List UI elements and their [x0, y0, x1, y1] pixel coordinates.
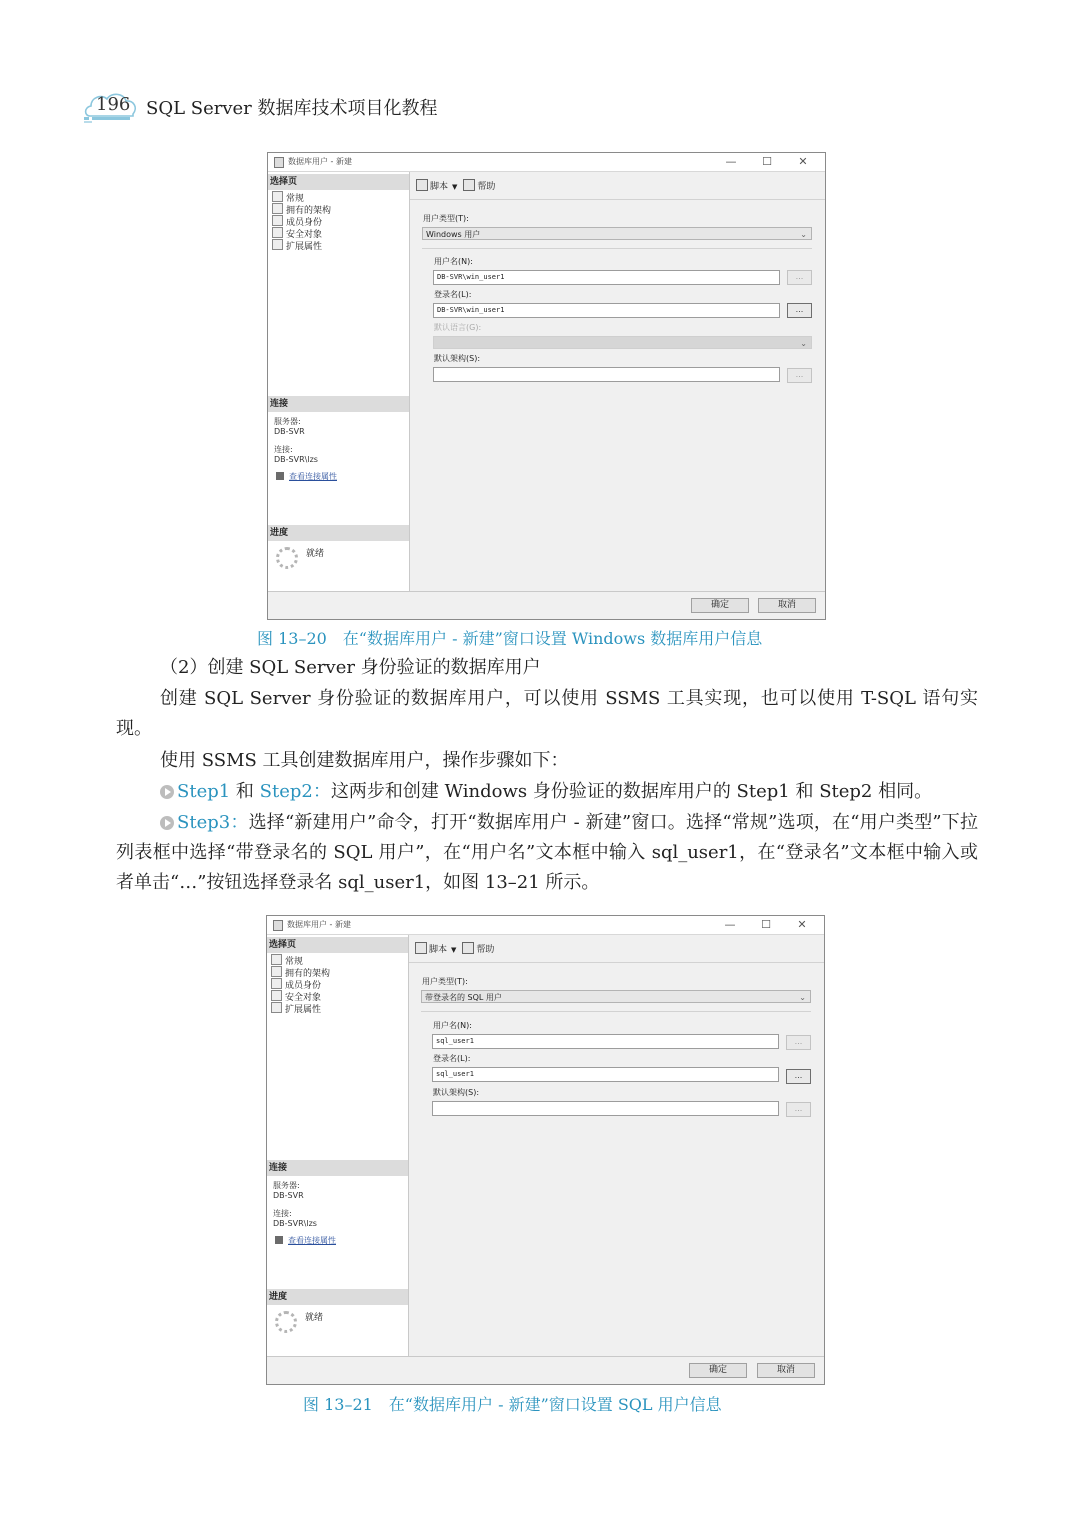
progress-header: 进度: [267, 1289, 408, 1305]
connection-header: 连接: [268, 396, 409, 412]
paragraph: 使用 SSMS 工具创建数据库用户，操作步骤如下：: [160, 750, 569, 771]
select-page-header: 选择页: [267, 937, 408, 953]
connection-value: DB-SVR\lzs: [274, 455, 318, 464]
properties-icon: [276, 472, 284, 480]
nav-item-label: 扩展属性: [286, 242, 323, 252]
nav-item-label: 成员身份: [285, 981, 322, 991]
minimize-button[interactable]: —: [725, 155, 737, 168]
page-icon: [272, 191, 283, 202]
help-icon: [463, 179, 475, 191]
login-label: 登录名(L):: [433, 1054, 471, 1063]
script-button[interactable]: [415, 945, 447, 955]
close-button[interactable]: ✕: [797, 918, 807, 931]
nav-item-label: 拥有的架构: [286, 206, 332, 216]
page-number: 196: [96, 94, 131, 115]
username-label: 用户名(N):: [434, 257, 473, 266]
maximize-button[interactable]: ☐: [761, 918, 771, 931]
dialog-footer: [267, 1356, 824, 1384]
default-schema-browse-button[interactable]: ...: [787, 368, 812, 383]
user-type-select[interactable]: [421, 990, 811, 1003]
view-connection-properties-link[interactable]: [275, 1235, 336, 1246]
paragraph: 创建 SQL Server 身份验证的数据库用户，可以使用 SSMS 工具实现，也可以使用 T-SQL 语句实现。: [116, 688, 978, 739]
chevron-down-icon: ⌄: [800, 339, 807, 348]
connection-header: 连接: [267, 1160, 408, 1176]
chevron-down-icon: ⌄: [800, 230, 807, 239]
user-type-value: Windows 用户: [426, 230, 481, 239]
page-icon: [272, 239, 283, 250]
select-page-header: 选择页: [268, 174, 409, 190]
progress-header: 进度: [268, 525, 409, 541]
minimize-button[interactable]: —: [724, 918, 736, 931]
help-icon: [462, 942, 474, 954]
step12-text: 这两步和创建 Windows 身份验证的数据库用户的 Step1 和 Step2 相同。: [330, 781, 933, 802]
toolbar: [415, 942, 494, 955]
chevron-down-icon[interactable]: ▼: [452, 183, 458, 191]
nav-item-label: 安全对象: [286, 230, 323, 240]
nav-item-extended-properties[interactable]: [271, 1002, 321, 1016]
window-title: 数据库用户 - 新建: [288, 157, 352, 166]
window-titlebar: [267, 916, 824, 935]
user-type-select[interactable]: [422, 227, 812, 240]
default-schema-input[interactable]: [432, 1101, 779, 1116]
chevron-down-icon: ⌄: [799, 993, 806, 1002]
connection-label: 连接:: [274, 445, 293, 454]
default-schema-label: 默认架构(S):: [434, 354, 481, 363]
close-button[interactable]: ✕: [798, 155, 808, 168]
default-language-label: 默认语言(G):: [434, 323, 482, 332]
dialog-footer: [268, 591, 825, 619]
page-icon: [271, 978, 282, 989]
database-icon: [274, 157, 284, 168]
step3-text: 选择“新建用户”命令，打开“数据库用户 - 新建”窗口。选择“常规”选项，在“用户类型”下拉列表框中选择“带登录名的 SQL 用户”，在“用户名”文本框中输入 sql_user1，在“登录名”文本框中输入或者单击“…”按钮选择登录名 sql_user1，如图 13–21 所示。: [116, 812, 978, 893]
login-label: 登录名(L):: [434, 290, 472, 299]
link-label: 查看连接属性: [288, 1236, 336, 1245]
nav-item-label: 成员身份: [286, 218, 323, 228]
cancel-button[interactable]: 取消: [757, 1363, 815, 1378]
right-pane: [410, 172, 825, 591]
server-value: DB-SVR: [273, 1191, 304, 1200]
nav-item-label: 常规: [286, 194, 305, 204]
nav-item-label: 扩展属性: [285, 1005, 322, 1015]
page-icon: [272, 215, 283, 226]
view-connection-properties-link[interactable]: [276, 471, 337, 482]
username-label: 用户名(N):: [433, 1021, 472, 1030]
username-input[interactable]: sql_user1: [432, 1034, 779, 1049]
ok-button[interactable]: 确定: [691, 598, 749, 613]
user-type-label: 用户类型(T):: [422, 977, 468, 986]
right-pane: [409, 935, 824, 1356]
script-label: 脚本: [430, 182, 449, 192]
step2-name: Step2：: [259, 781, 331, 802]
maximize-button[interactable]: ☐: [762, 155, 772, 168]
help-button[interactable]: [463, 182, 495, 192]
progress-spinner-icon: [276, 547, 298, 569]
nav-item-extended-properties[interactable]: [272, 239, 322, 253]
username-input[interactable]: DB-SVR\win_user1: [433, 270, 780, 285]
connection-value: DB-SVR\lzs: [273, 1219, 317, 1228]
dialog-new-database-user-windows: [267, 152, 826, 620]
figure-caption-13-20: 图 13–20 在“数据库用户 - 新建”窗口设置 Windows 数据库用户信息: [257, 629, 763, 648]
progress-status: 就绪: [305, 1313, 324, 1323]
nav-item-label: 拥有的架构: [285, 969, 331, 979]
login-browse-button[interactable]: ...: [786, 1069, 811, 1084]
ok-button[interactable]: 确定: [689, 1363, 747, 1378]
page-icon: [271, 1002, 282, 1013]
server-label: 服务器:: [273, 1181, 300, 1190]
login-input[interactable]: sql_user1: [432, 1067, 779, 1082]
page-icon: [272, 227, 283, 238]
chevron-down-icon[interactable]: ▼: [451, 946, 457, 954]
step3-name: Step3：: [177, 812, 249, 833]
server-label: 服务器:: [274, 417, 301, 426]
link-label: 查看连接属性: [289, 472, 337, 481]
help-label: 帮助: [476, 945, 495, 955]
cancel-button[interactable]: 取消: [758, 598, 816, 613]
step1-name: Step1: [177, 781, 231, 802]
nav-item-label: 常规: [285, 957, 304, 967]
step-and: 和: [230, 781, 260, 802]
script-icon: [415, 942, 427, 954]
username-browse-button[interactable]: ...: [787, 270, 812, 285]
default-schema-browse-button[interactable]: ...: [786, 1102, 811, 1117]
page-icon: [271, 990, 282, 1001]
login-input[interactable]: DB-SVR\win_user1: [433, 303, 780, 318]
database-icon: [273, 920, 283, 931]
step-3-paragraph: [116, 808, 978, 898]
nav-item-label: 安全对象: [285, 993, 322, 1003]
page-icon: [271, 966, 282, 977]
play-bullet-icon: [160, 785, 174, 799]
page-icon: [271, 954, 282, 965]
page-header: [72, 86, 502, 132]
window-title: 数据库用户 - 新建: [287, 920, 351, 929]
default-schema-input[interactable]: [433, 367, 780, 382]
progress-spinner-icon: [275, 1311, 297, 1333]
user-type-label: 用户类型(T):: [423, 214, 469, 223]
default-language-select[interactable]: [433, 336, 812, 349]
play-bullet-icon: [160, 816, 174, 830]
dialog-new-database-user-sql: [266, 915, 825, 1385]
left-pane: [267, 935, 409, 1356]
window-titlebar: [268, 153, 825, 172]
help-button[interactable]: [462, 945, 494, 955]
user-type-value: 带登录名的 SQL 用户: [425, 993, 502, 1002]
server-value: DB-SVR: [274, 427, 305, 436]
toolbar: [416, 179, 495, 192]
script-label: 脚本: [429, 945, 448, 955]
login-browse-button[interactable]: ...: [787, 303, 812, 318]
username-browse-button[interactable]: ...: [786, 1035, 811, 1050]
figure-caption-13-21: 图 13–21 在“数据库用户 - 新建”窗口设置 SQL 用户信息: [303, 1395, 722, 1414]
properties-icon: [275, 1236, 283, 1244]
script-button[interactable]: [416, 182, 448, 192]
step-1-2-paragraph: [116, 777, 978, 807]
help-label: 帮助: [477, 182, 496, 192]
page-icon: [272, 203, 283, 214]
script-icon: [416, 179, 428, 191]
section-heading: （2）创建 SQL Server 身份验证的数据库用户: [160, 657, 541, 678]
left-pane: [268, 172, 410, 591]
book-title: SQL Server 数据库技术项目化教程: [146, 98, 438, 119]
progress-status: 就绪: [306, 549, 325, 559]
connection-label: 连接:: [273, 1209, 292, 1218]
default-schema-label: 默认架构(S):: [433, 1088, 480, 1097]
